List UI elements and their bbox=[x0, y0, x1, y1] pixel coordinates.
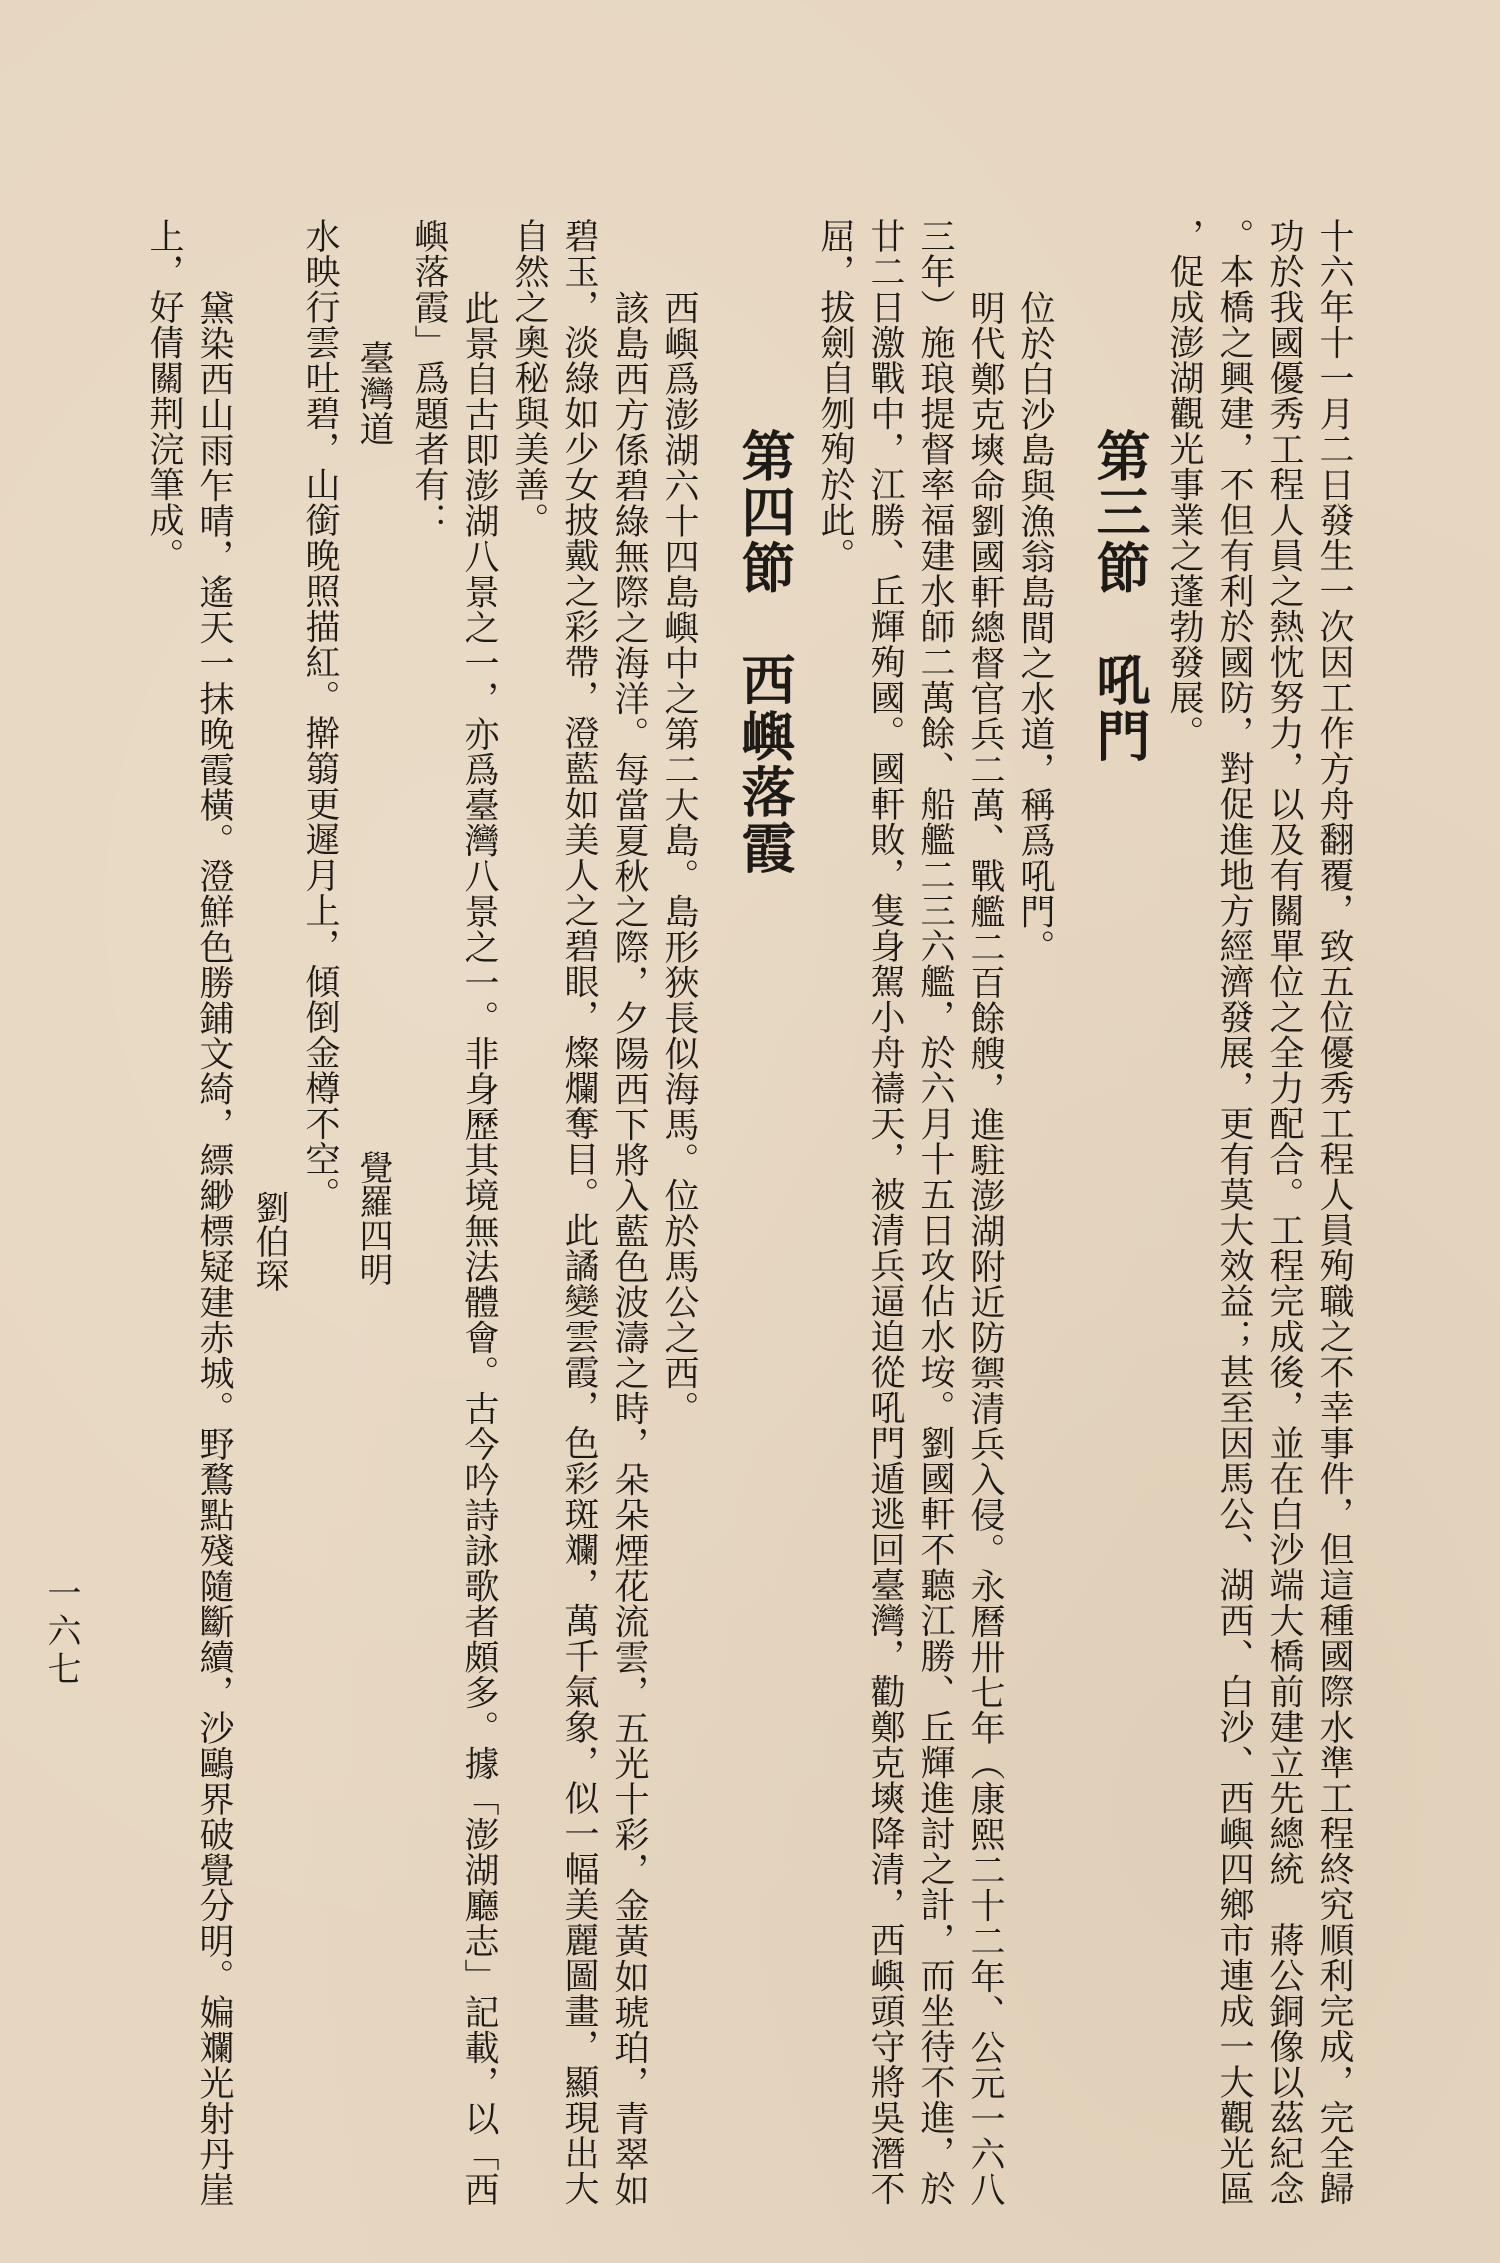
poem-line: 水映行雲吐碧，山銜晚照描紅。擀篛更遲月上，傾倒金樽不空。 bbox=[300, 218, 340, 1212]
poem-line: 黛染西山雨乍晴，遙天一抹晚霞橫。澄鮮色勝鋪文綺，縹緲標疑建赤城。野鶩點殘隨斷續，沙鷗界破覺分明。媥斕光射丹崖 bbox=[194, 290, 234, 2207]
text-column: 位於白沙島與漁翁島間之水道，稱爲吼門。 bbox=[1015, 290, 1055, 965]
text-column: 碧玉，淡綠如少女披戴之彩帶，澄藍如美人之碧眼，燦爛奪目。此譎變雲霞，色彩斑斕，萬千氣象，似一幅美麗圖畫，顯現出大 bbox=[559, 218, 599, 2206]
text-column: 明代鄭克塽命劉國軒總督官兵二萬、戰艦二百餘艘，進駐澎湖附近防禦清兵入侵。永曆卅七年（康熙二十二年、公元一六八 bbox=[965, 290, 1005, 2207]
section-heading-4: 第四節 西嶼落霞 bbox=[733, 428, 797, 876]
poem-author: 覺羅四明 bbox=[353, 1150, 393, 1286]
text-column: 自然之奧秘與美善。 bbox=[509, 218, 549, 538]
text-column: 。本橋之興建，不但有利於國防，對促進地方經濟發展，更有莫大效益；甚至因馬公、湖西、白沙、西嶼四鄉市連成一大觀光區 bbox=[1214, 218, 1254, 2206]
text-column: 廿二日激戰中，江勝、丘輝殉國。國軒敗，隻身駕小舟禱天，被清兵逼迫從吼門遁逃回臺灣，勸鄭克塽降清，西嶼頭守將吳潛不 bbox=[865, 218, 905, 2206]
text-column: 屈，拔劍自刎殉於此。 bbox=[815, 218, 855, 573]
text-column: 西嶼爲澎湖六十四島嶼中之第二大島。島形狹長似海馬。位於馬公之西。 bbox=[659, 290, 699, 1426]
text-column: 此景自古即澎湖八景之一，亦爲臺灣八景之一。非身歷其境無法體會。古今吟詩詠歌者頗多。據「澎湖廳志」記載，以「西 bbox=[459, 290, 499, 2207]
poem-author: 劉伯琛 bbox=[249, 1190, 289, 1292]
text-column: 三年）施琅提督率福建水師二萬餘、船艦二三六艦，於六月十五日攻佔水垵。劉國軒不聽江勝、丘輝進討之計，而坐待不進，於 bbox=[915, 218, 955, 2206]
text-column: 功於我國優秀工程人員之熱忱努力，以及有關單位之全力配合。工程完成後，並在白沙端大橋前建立先總統 蔣公銅像以茲紀念 bbox=[1264, 218, 1304, 2206]
poem-line: 上，好倩關荆浣筆成。 bbox=[144, 218, 184, 573]
section-heading-3: 第三節 吼門 bbox=[1088, 428, 1152, 764]
text-column: 十六年十一月二日發生一次因工作方舟翻覆，致五位優秀工程人員殉職之不幸事件，但這種國際水準工程終究順利完成，完全歸 bbox=[1314, 218, 1354, 2206]
page-number: 一六七 bbox=[41, 1575, 81, 1689]
text-column: ，促成澎湖觀光事業之蓬勃發展。 bbox=[1164, 218, 1204, 751]
poem-title: 臺灣道 bbox=[354, 340, 394, 447]
text-column: 嶼落霞」爲題者有： bbox=[409, 218, 449, 538]
text-column: 該島西方係碧綠無際之海洋。每當夏秋之際，夕陽西下將入藍色波濤之時，朵朵煙花流雲，五光十彩，金黃如琥珀，青翠如 bbox=[609, 290, 649, 2207]
